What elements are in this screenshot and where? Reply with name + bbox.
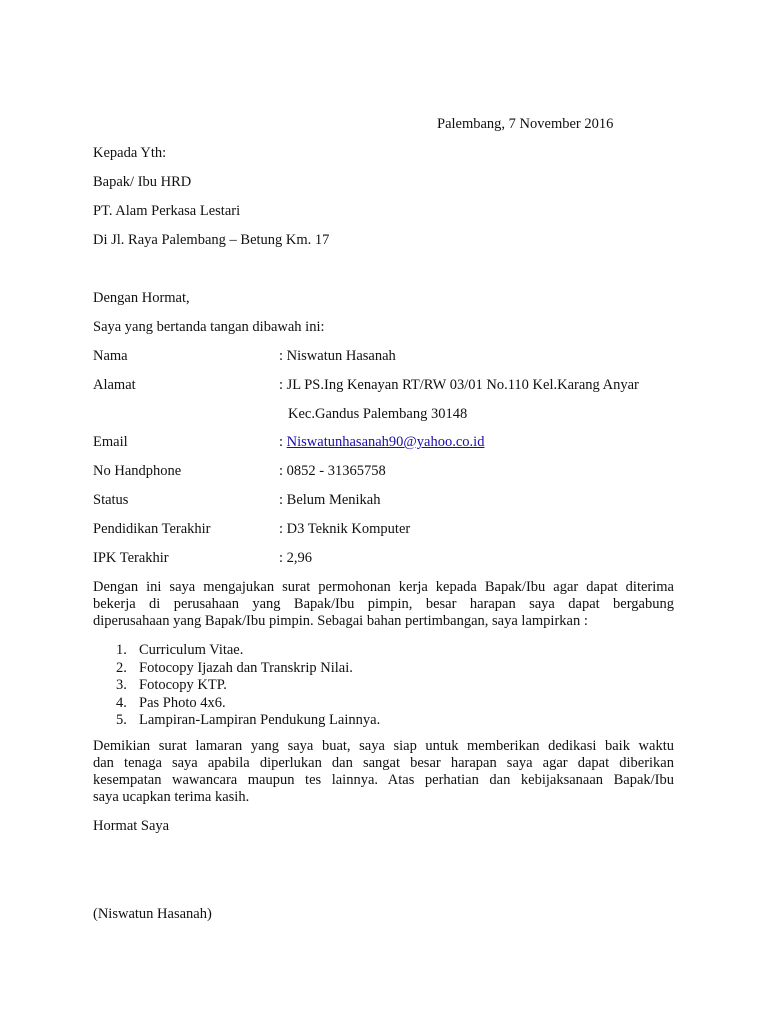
- paragraph-line: Demikian surat lamaran yang saya buat, saya siap untuk memberikan dedikasi baik waktu: [93, 738, 674, 754]
- signature-name: (Niswatun Hasanah): [93, 906, 212, 922]
- list-item: [116, 677, 380, 695]
- field-status-label: Status: [93, 492, 129, 508]
- paragraph-closing: [93, 738, 674, 806]
- list-text: Fotocopy KTP.: [139, 677, 227, 693]
- field-email-row: [279, 434, 484, 451]
- list-text: Lampiran-Lampiran Pendukung Lainnya.: [139, 712, 381, 728]
- list-text: Fotocopy Ijazah dan Transkrip Nilai.: [139, 659, 353, 676]
- intro-text: Saya yang bertanda tangan dibawah ini:: [93, 319, 325, 335]
- list-item: [116, 660, 380, 678]
- field-gpa-label: IPK Terakhir: [93, 550, 169, 566]
- closing: Hormat Saya: [93, 818, 170, 834]
- recipient-company: PT. Alam Perkasa Lestari: [93, 203, 241, 219]
- letter-date: Palembang, 7 November 2016: [437, 116, 614, 132]
- field-name-value: : Niswatun Hasanah: [279, 348, 396, 364]
- field-address-value-line2: Kec.Gandus Palembang 30148: [288, 406, 468, 422]
- list-item: [116, 642, 380, 660]
- paragraph-line: kesempatan wawancara maupun tes lainnya. Atas perhatian dan kebijaksanaan Bapak/Ibu: [93, 772, 674, 788]
- recipient-address: Di Jl. Raya Palembang – Betung Km. 17: [93, 232, 330, 248]
- paragraph-application: [93, 579, 674, 630]
- field-education-label: Pendidikan Terakhir: [93, 521, 211, 537]
- attachments-list: [116, 642, 380, 730]
- field-status-value: : Belum Menikah: [279, 492, 381, 508]
- field-phone-label: No Handphone: [93, 463, 182, 479]
- field-address-label: Alamat: [93, 377, 136, 393]
- list-number: 4.: [116, 694, 127, 711]
- paragraph-line: bekerja di perusahaan yang Bapak/Ibu pimpin, besar harapan saya dapat bergabung: [93, 596, 674, 612]
- email-link[interactable]: Niswatunhasanah90@yahoo.co.id: [286, 434, 485, 450]
- field-email-label: Email: [93, 434, 128, 450]
- list-text: Pas Photo 4x6.: [139, 694, 226, 711]
- field-email-separator: :: [279, 434, 287, 450]
- paragraph-line: saya ucapkan terima kasih.: [93, 789, 250, 805]
- field-name-label: Nama: [93, 348, 128, 364]
- list-item: [116, 695, 380, 713]
- recipient-salutation: Kepada Yth:: [93, 145, 167, 161]
- list-text: Curriculum Vitae.: [139, 642, 244, 658]
- paragraph-line: Dengan ini saya mengajukan surat permohonan kerja kepada Bapak/Ibu agar dapat diterima: [93, 579, 674, 595]
- paragraph-line: dan tenaga saya apabila diperlukan dan sangat besar harapan saya agar dapat diberikan: [93, 755, 674, 771]
- list-item: [116, 712, 380, 730]
- greeting: Dengan Hormat,: [93, 290, 190, 306]
- list-number: 1.: [116, 642, 127, 658]
- list-number: 2.: [116, 659, 127, 676]
- list-number: 3.: [116, 677, 127, 693]
- field-address-value-line1: : JL PS.Ing Kenayan RT/RW 03/01 No.110 Kel.Karang Anyar: [279, 377, 639, 393]
- list-number: 5.: [116, 712, 127, 728]
- recipient-attention: Bapak/ Ibu HRD: [93, 174, 192, 190]
- field-gpa-value: : 2,96: [279, 550, 313, 566]
- field-education-value: : D3 Teknik Komputer: [279, 521, 411, 537]
- field-phone-value: : 0852 - 31365758: [279, 463, 386, 479]
- paragraph-line: diperusahaan yang Bapak/Ibu pimpin. Sebagai bahan pertimbangan, saya lampirkan :: [93, 613, 588, 629]
